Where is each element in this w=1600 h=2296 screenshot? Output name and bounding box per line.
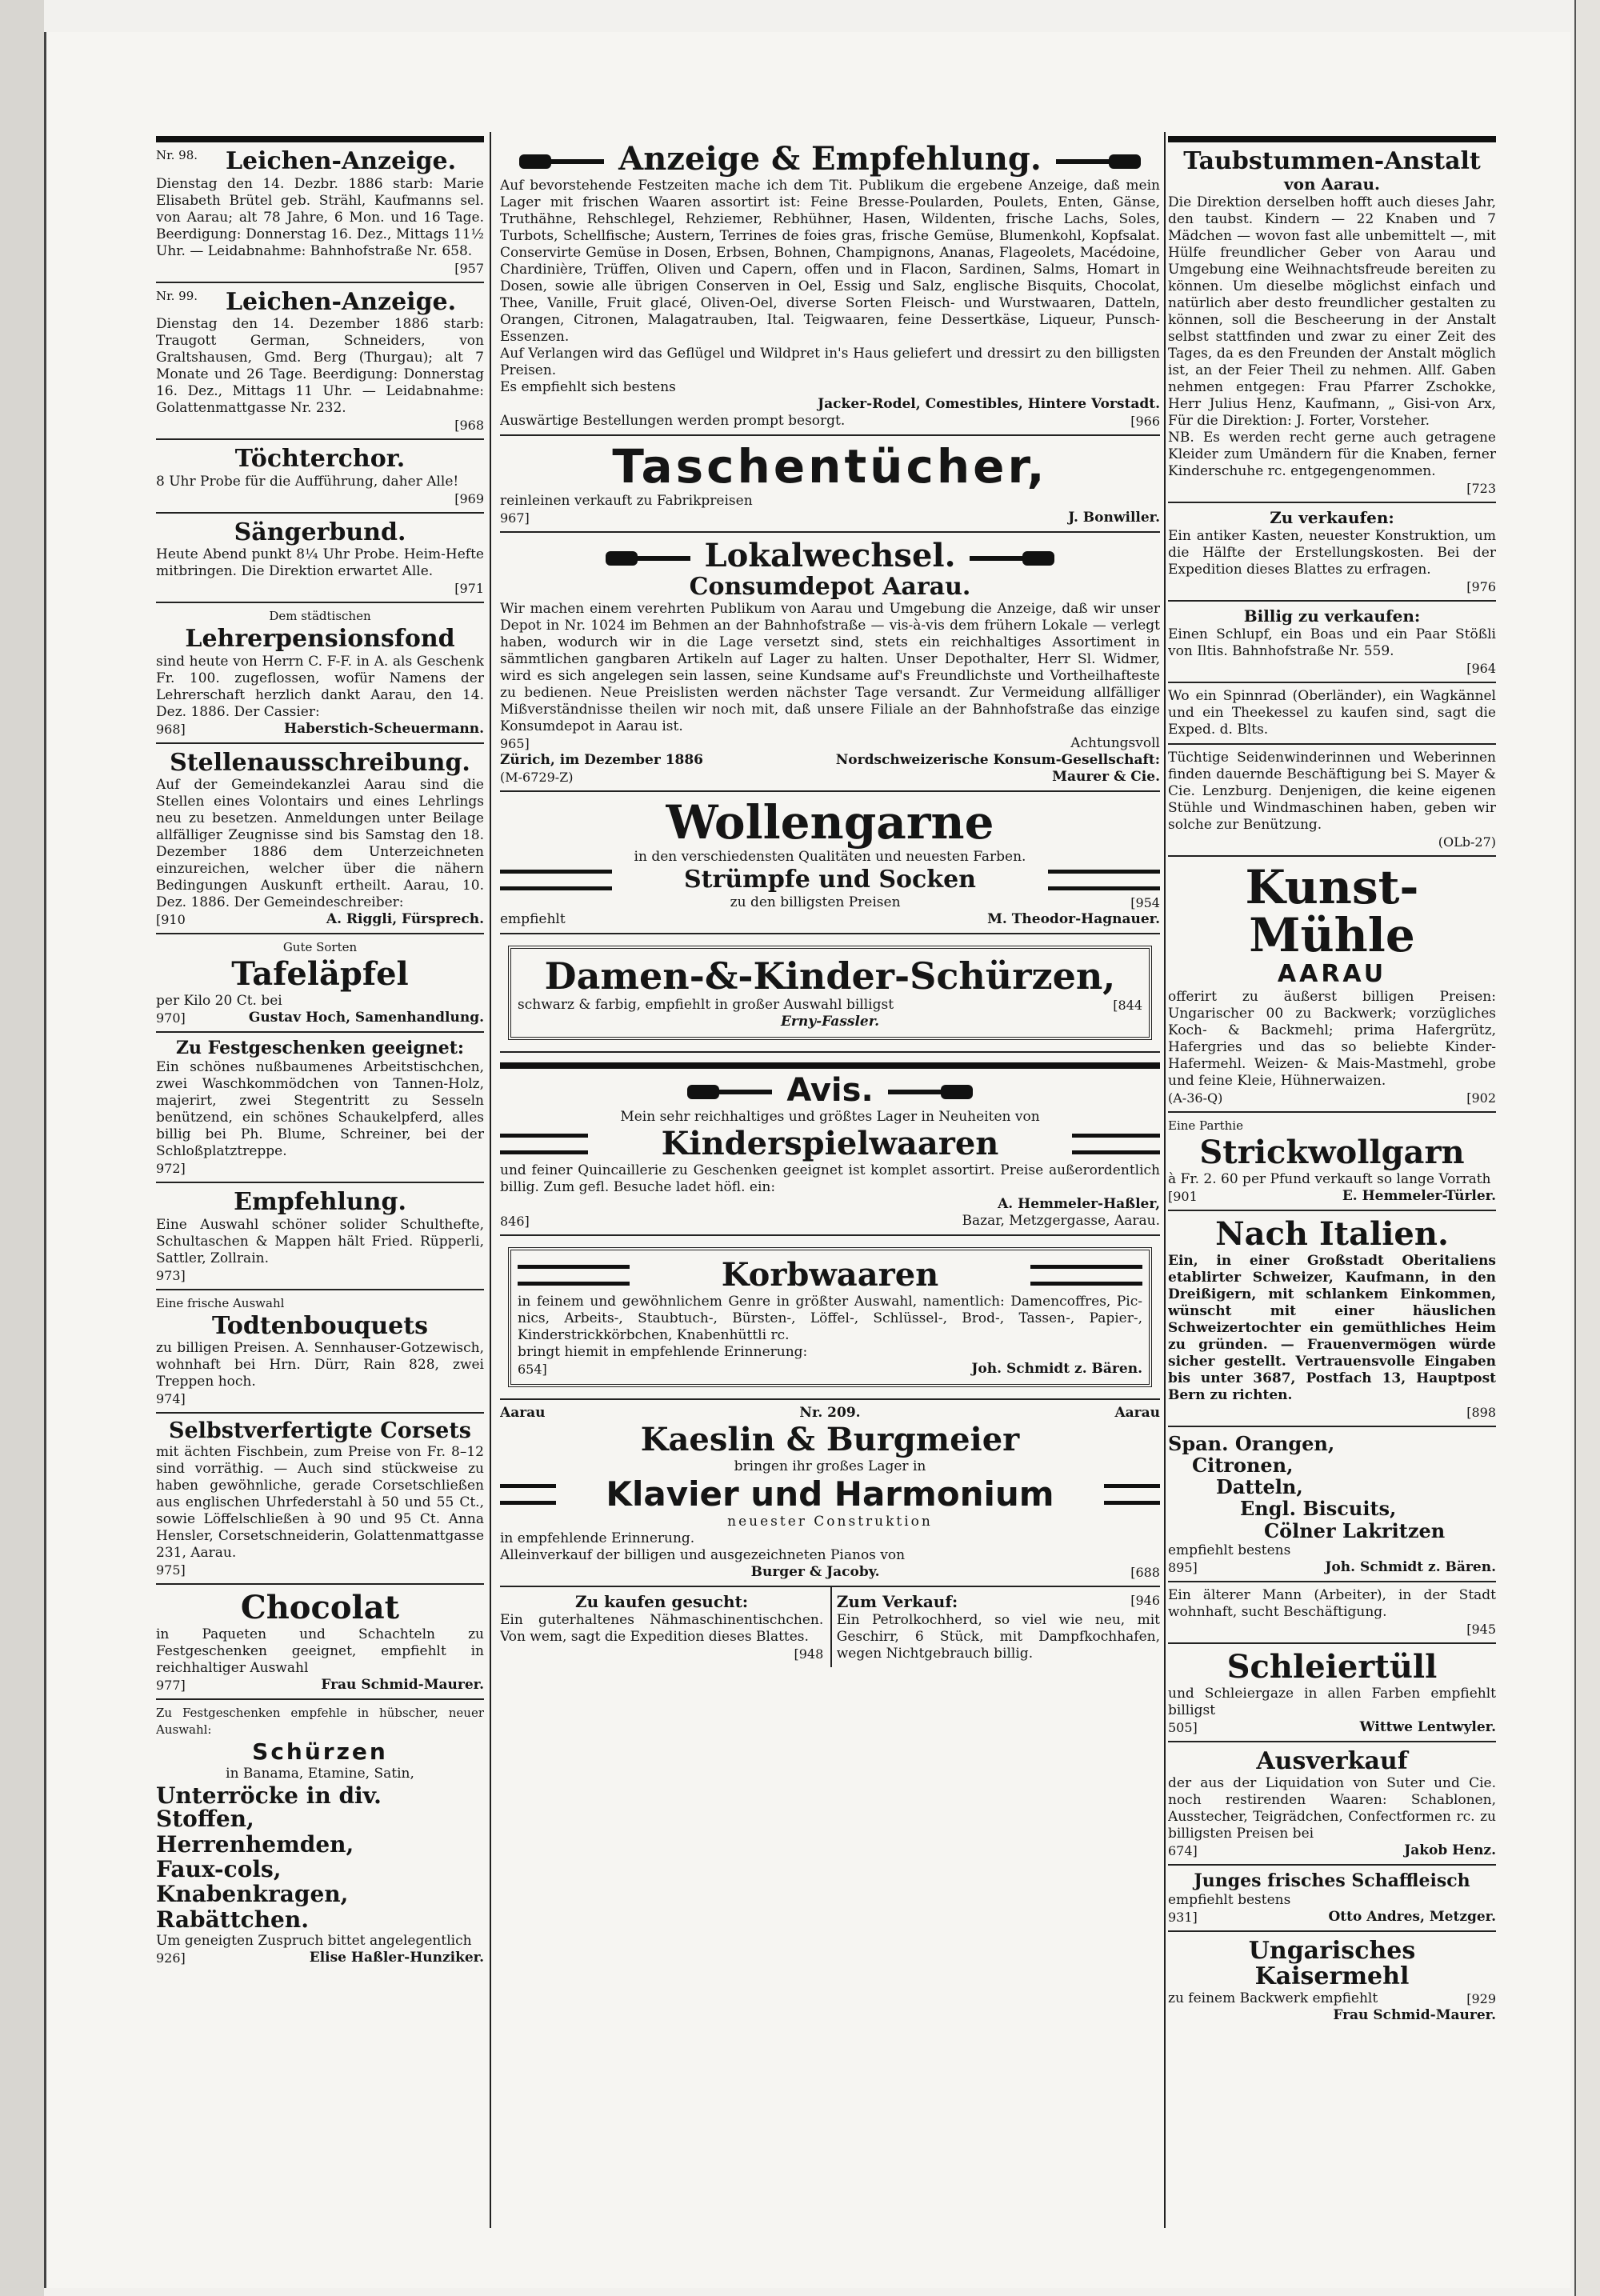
ad-taschentuecher [500,436,1160,533]
ad-empfehlung [156,1183,484,1290]
pointing-hand-icon [885,1082,973,1102]
ad-zum-verkauf [830,1587,1160,1667]
ad-body: per Kilo 20 Ct. bei [156,993,282,1009]
ad-signature: Haberstich-Scheuermann. [284,720,484,737]
ad-title: Korbwaaren [721,1256,939,1294]
ad-body-2: Auf Verlangen wird das Geflügel und Wildpret in's Haus geliefert und dressirt zu den billigsten Preisen. [500,346,1160,378]
ad-ref: 977] [156,1678,186,1694]
ad-ref: 965] [500,736,530,752]
ad-body: und feiner Quincaillerie zu Geschenken geeignet ist komplet assortirt. Preise außerordentlich billig. Zum gefl. Besuche ladet höfl. ein: [500,1162,1160,1196]
ad-ref: 968] [156,721,186,737]
ad-title: Töchterchor. [234,445,406,473]
ad-pre: Eine frische Auswahl [156,1295,285,1310]
ad-number: Nr. 209. [799,1405,861,1422]
ad-body: Ein, in einer Großstadt Oberitaliens etablirter Schweizer, Kaufmann, in den Dreißigern, mit schlankem Einkommen, wünscht mit einer häuslichen Schweizertochter ein gemüthliches Heim zu gründen. — Frauenvermögen würde sicher gestellt. Vertrauensvolle Eingaben bis unter 3687, Postfach 13, Hauptpost Bern zu richten. [1168,1252,1496,1403]
ad-list-item: Herrenhemden, [156,1830,354,1858]
ad-body: Eine Auswahl schöner solider Schulthefte, Schultaschen & Mappen hält Fried. Rüpperli, Sattler, Zollrain. [156,1216,484,1266]
ad-number: Nr. 98. [156,148,198,162]
ad-title: Strickwollgarn [1199,1133,1465,1171]
ad-signature: Wittwe Lentwyler. [1359,1718,1496,1735]
ad-subtitle-2: neuester Construktion [727,1514,933,1530]
ad-title: Leichen-Anzeige. [225,147,457,175]
ad-signature: Gustav Hoch, Samenhandlung. [248,1010,484,1026]
ad-death-notice-99 [156,283,484,441]
ad-ref: 654] [518,1362,547,1378]
ad-spinnrad [1168,683,1496,745]
ad-wollengarne [500,792,1160,934]
ad-body: Tüchtige Seidenwinderinnen und Weberinnen finden dauernde Beschäftigung bei S. Mayer & Cie. Lenzburg. Denjenigen, die keine eigenen Stühle und Windmaschinen haben, geben wir solche zur Benützung. [1168,749,1496,833]
ad-body: und Schleiergaze in allen Farben empfiehlt billigst [1168,1685,1496,1718]
ad-left: Aarau [500,1405,546,1422]
ad-title: Avis. [786,1072,874,1110]
ad-footer: Auswärtige Bestellungen werden prompt besorgt. [500,413,846,429]
ad-ref: 931] [1168,1910,1198,1926]
ad-kaisermehl [1168,1932,1496,2029]
ad-ref: 974] [156,1391,186,1407]
ad-ref: (OLb-27) [1438,834,1496,850]
ad-ref: [844 [1113,998,1142,1014]
ad-ref: [948 [794,1646,824,1662]
ad-body: in empfehlende Erinnerung. [500,1530,695,1547]
ad-ref: [945 [1466,1621,1496,1637]
ad-title: Zu Festgeschenken geeignet: [175,1038,465,1058]
ad-ref: 973] [156,1267,186,1283]
ad-signature: E. Hemmeler-Türler. [1342,1187,1496,1204]
ad-ref: [688 [1130,1565,1160,1581]
ad-title: Empfehlung. [234,1188,406,1217]
ad-code: (A-36-Q) [1168,1090,1223,1106]
ad-stellenausschreibung [156,744,484,935]
ad-seidenwinderinnen [1168,745,1496,857]
ad-body: Ein antiker Kasten, neuester Konstruktion, um die Hälfte der Erstellungskosten. Bei der Expedition dieses Blattes zu erfragen. [1168,527,1496,578]
ad-signature: J. Bonwiller. [1068,509,1160,526]
ad-subtitle: von Aarau. [1284,174,1380,194]
ad-ref: 505] [1168,1719,1198,1735]
ad-title: Zu verkaufen: [1270,507,1394,527]
ad-title: Kunst-Mühle [1245,859,1419,963]
ad-aelterer-mann [1168,1582,1496,1644]
ad-left: empfiehlt [500,910,566,927]
ad-title: Lehrerpensionsfond [185,625,455,653]
ad-signature: M. Theodor-Hagnauer. [987,910,1160,927]
pointing-hand-icon [687,1082,775,1102]
ad-title: Taschentücher, [612,439,1048,494]
ad-title: Leichen-Anzeige. [225,287,457,316]
ad-subtitle: Consumdepot Aarau. [689,572,971,601]
ad-body: Auf bevorstehende Festzeiten mache ich dem Tit. Publikum die ergebene Anzeige, daß mein Lager mit frischen Waaren assortirt ist: Feine Bresse-Poularden, Poulets, Enten, Gänse, Truthähne, Rehschlegel, Rehziemer, Rebhühner, Hasen, Wildenten, frische Lachs, Soles, Turbots, Schellfische; Austern, Terrines de foies gras, frische Gemüse, Blumenkohl, Kopfsalat. Conservirte Gemüse in Dosen, Erbsen, Bohnen, Champignons, Ananas, Flageolets, Macédoine, Chardinière, Trüffen, Oliven und Capern, offen und in Flacon, Sardinen, Salms, Homart in Dosen, sowie alle übrigen Conserven in Oel, Essig und Salz, englische Bisquits, Chocolat, Thee, Vanille, Fruit glacé, Oliven-Oel, diverse Sorten Fleisch- und Wurstwaaren, Datteln, Orangen, Citronen, Malagatrauben, Ital. Teigwaaren, feine Dessertkäse, Liqueur, Punsch-Essenzen. [500,178,1160,345]
ad-body: in Paqueten und Schachteln zu Festgeschenken geeignet, empfiehlt in reichhaltiger Auswahl [156,1626,484,1677]
ad-title: Billig zu verkaufen: [1243,606,1421,626]
ad-title: Anzeige & Empfehlung. [618,140,1042,178]
ad-body: Ein Petrolkochherd, so viel wie neu, mit Geschirr, 6 Stück, mit Dampfkochhafen, wegen Nichtgebrauch billig. [836,1612,1160,1662]
ad-body: offerirt zu äußerst billigen Preisen: Ungarischer 00 zu Backwerk; vorzügliches Koch- & Backmehl; prima Hafergrütz, Hafergries und das so beliebte Kinder-Hafermehl. Weizen- & Mais-Mastmehl, grobe und feine Kleie, Hühnerwaizen. [1168,988,1496,1089]
column-rule-1 [490,132,491,2228]
ad-ausverkauf [1168,1742,1496,1866]
ad-lokalwechsel [500,533,1160,793]
ad-signature: Elise Haßler-Hunziker. [309,1950,484,1966]
ad-list-item: Faux-cols, [156,1856,282,1882]
ad-body-3: Es empfiehlt sich bestens [500,379,676,395]
ad-title: Zu kaufen gesucht: [575,1592,749,1612]
ornament-stripes [500,870,612,890]
column-1 [156,136,484,1971]
ad-signature: Jacker-Rodel, Comestibles, Hintere Vorstadt. [818,396,1160,412]
ad-code: (M-6729-Z) [500,770,574,786]
ad-signature: Nordschweizerische Konsum-Gesellschaft: [835,752,1160,769]
ad-ref: 975] [156,1562,186,1578]
ad-body: sind heute von Herrn C. F-F. in A. als Geschenk Fr. 100. zugeflossen, wofür Namens der Lehrerschaft herzlich dankt Aarau, den 14. Dez. 1886. Der Cassier: [156,653,484,720]
ad-body: reinleinen verkauft zu Fabrikpreisen [500,492,753,509]
ad-body: à Fr. 2. 60 per Pfund verkauft so lange Vorrath [1168,1170,1491,1187]
ad-ref: [954 [1130,894,1160,910]
ad-ref: [968 [454,418,484,433]
pointing-hand-icon [1053,151,1141,172]
ad-todtenbouquets [156,1290,484,1414]
book-spine [0,0,44,2296]
ad-title: Taubstummen-Anstalt [1183,147,1481,175]
ad-title: Chocolat [240,1589,400,1627]
column-3 [1168,136,1496,2029]
ad-schuerzen-hassler [156,1700,484,1971]
ornament-stripes [1072,1134,1160,1154]
ad-title: Nach Italien. [1215,1214,1449,1253]
ad-list-item: Cölner Lakritzen [1264,1518,1446,1542]
ad-damen-kinder-schuerzen [500,934,1160,1053]
ad-title: Wollengarne [666,795,994,850]
ad-ref: [957 [454,260,484,276]
ad-ref: [929 [1466,1991,1496,2007]
ad-ref: 674] [1168,1843,1198,1859]
ad-list-item: Engl. Biscuits, [1240,1497,1397,1521]
ad-title: Ausverkauf [1256,1746,1408,1775]
ad-body: Dienstag den 14. Dezbr. 1886 starb: Marie Elisabeth Brütel geb. Strähl, Kaufmanns sel. von Aarau; alt 78 Jahre, 6 Mon. und 16 Tage. Beerdigung: Donnerstag 16. Dez., Mittags 11½ Uhr. — Leidabnahme: Bahnhofstraße Nr. 658. [156,175,484,259]
ad-korbwaaren [500,1236,1160,1400]
ad-pre: Dem städtischen [269,609,371,623]
ad-ref: 970] [156,1010,186,1026]
ad-strickwollgarn [1168,1113,1496,1211]
pointing-hand-icon [606,548,694,569]
ad-body: Dienstag den 14. Dezember 1886 starb: Traugott German, Schneiders, von Graltshausen, Gmd. Berg (Thurgau); alt 7 Monate und 26 Tage. Beerdigung: Donnerstag 16. Dez., Mittags 11 Uhr. — Leidabnahme: Golattenmattgasse Nr. 232. [156,316,484,416]
ad-title: Zum Verkauf: [836,1592,958,1612]
ad-subtitle: AARAU [1277,960,1387,989]
ad-subtitle: bringen ihr großes Lager in [734,1458,926,1475]
ad-list-item: Citronen, [1192,1453,1294,1477]
ad-death-notice-98 [156,136,484,283]
ad-ref: [976 [1466,578,1496,594]
ornament-stripes [1030,1265,1142,1286]
ad-pair-bottom [500,1587,1160,1667]
ad-title: Junges frisches Schaffleisch [1194,1870,1470,1892]
ad-ref: [910 [156,912,186,927]
ad-body: 8 Uhr Probe für die Aufführung, daher Alle! [156,473,459,490]
ornament-stripes [500,1134,588,1154]
ad-billig-verkaufen [1168,602,1496,683]
ad-pre: Gute Sorten [282,940,358,954]
ad-ref: [898 [1466,1404,1496,1420]
ad-orangen-citronen [1168,1427,1496,1582]
ad-ref: 926] [156,1950,186,1966]
ad-list-item: Knabenkragen, [156,1881,349,1908]
ad-body: der aus der Liquidation von Suter und Cie. noch restirenden Waaren: Schablonen, Ausstecher, Teigrädchen, Confectformen rc. zu billigsten Preisen bei [1168,1775,1496,1842]
ad-ref: [966 [1130,414,1160,429]
ad-body: in Banama, Etamine, Satin, [226,1765,414,1782]
ad-body: mit ächten Fischbein, zum Preise von Fr. 8–12 sind vorräthig. — Auch sind stückweise zu haben gewöhnliche, gerade Corsetschließen aus englischen Uhrfederstahl à 50 und 55 Ct., sowie Löffelschließen à 90 und 95 Ct. Anna Hensler, Corsetschneiderin, Golattenmattgasse 231, Aarau. [156,1444,484,1562]
ad-signature: Joh. Schmidt z. Bären. [971,1361,1142,1378]
ad-body: Die Direktion derselben hofft auch dieses Jahr, den taubst. Kindern — 22 Knaben und 7 Mädchen — wovon fast alle unbemittelt —, mit Hülfe freundlicher Geber von Aarau und Umgebung eine Weihnachtsfreude bereiten zu können. Um dieselbe möglichst einfach und natürlich aber desto freundlicher gestalten zu können, soll die Bescheerung in der Anstalt selbst stattfinden und zwar zu einer Zeit des Tages, da es den Freunden der Anstalt möglich ist, an der Feier Theil zu nehmen. Allf. Gaben nehmen entgegen: Frau Pfarrer Zschokke, Herr Julius Henz, Kaufmann, „ Gisi-von Arx, Für die Direktion: J. Forter, Vorsteher. [1168,194,1496,429]
ad-list-item: Rabättchen. [156,1906,309,1933]
ad-title: Kaeslin & Burgmeier [640,1421,1020,1459]
column-rule-2 [1164,132,1166,2228]
ad-signature: Otto Andres, Metzger. [1328,1909,1496,1926]
ad-title-row [500,142,1160,176]
ad-saengerbund [156,514,484,604]
ad-title-row [500,536,1160,574]
ad-note: NB. Es werden recht gerne auch getragene Kleider zum Umändern für die Knaben, ferner Kinderschuhe rc. entgegengenommen. [1168,429,1496,479]
ad-title: Lokalwechsel. [704,536,956,574]
ad-signature-2: Maurer & Cie. [1052,769,1160,786]
ad-title: Selbstverfertigte Corsets [168,1418,472,1444]
ad-title-row [500,1072,1160,1110]
ad-ref: [901 [1168,1188,1198,1204]
ad-subtitle: in den verschiedensten Qualitäten und neuesten Farben. [634,849,1026,866]
ad-avis [500,1053,1160,1236]
ad-title: Sängerbund. [234,518,406,546]
ad-title: Todtenbouquets [211,1311,429,1340]
ad-signature: Frau Schmid-Maurer. [321,1677,484,1694]
ad-intro: Mein sehr reichhaltiges und größtes Lager in Neuheiten von [620,1109,1040,1126]
ad-signature: A. Riggli, Fürsprech. [326,911,484,927]
ornament-stripes [1104,1484,1160,1505]
ad-title: Stellenausschreibung. [170,748,470,777]
ad-body: Wo ein Spinnrad (Oberländer), ein Wagkännel und ein Theekessel zu kaufen sind, sagt die Exped. d. Blts. [1168,687,1496,738]
ad-tail: Um geneigten Zuspruch bittet angelegentlich [156,1933,472,1950]
ad-festgeschenke [156,1033,484,1183]
ad-body: Auf der Gemeindekanzlei Aarau sind die Stellen eines Volontairs und eines Lehrlings neu zu besetzen. Anmeldungen unter Beilage allfälliger Zeugnisse sind bis Samstag den 18. Dezember 1886 dem Unterzeichneten einzureichen, welcher über die nähern Bedingungen Auskunft ertheilt. Aarau, 10. Dez. 1886. Der Gemeindeschreiber: [156,777,484,910]
ad-body: schwarz & farbig, empfiehlt in großer Auswahl billigst [518,997,894,1014]
ad-list-item: Span. Orangen, [1168,1431,1335,1455]
ad-taubstummen-anstalt [1168,136,1496,503]
ad-title: Damen-&-Kinder-Schürzen, [544,954,1116,998]
ad-list-item: Unterröcke in div. Stoffen, [156,1782,382,1833]
ad-greeting: Achtungsvoll [1070,735,1160,752]
ad-signature: Joh. Schmidt z. Bären. [1325,1558,1496,1575]
ornament-stripes [1048,870,1160,890]
ad-list-item: Datteln, [1216,1475,1303,1499]
ad-kunst-muehle [1168,857,1496,1113]
ad-body-2: bringt hiemit in empfehlende Erinnerung: [518,1344,808,1361]
ad-ref: 846] [500,1214,530,1230]
ad-place: Zürich, im Dezember 1886 [500,752,704,769]
ad-title: Schürzen [252,1738,388,1766]
ad-body: Ein schönes nußbaumenes Arbeitstischchen, zwei Waschkommödchen von Tannen-Holz, majerirt, zwei Stegentritt zu Sesseln benützend, ein schönes Schaukelpferd, alles billig bei Ph. Blume, Schreiner, bei der Schloßplatztreppe. [156,1059,484,1160]
ad-title-2: Strümpfe und Socken [684,866,976,894]
ad-subtitle-2: zu den billigsten Preisen [730,894,901,910]
ad-signature: Erny-Fassler. [780,1014,880,1030]
column-2 [500,136,1160,1667]
ad-ref: [946 [1130,1593,1160,1609]
ad-signature: Jakob Henz. [1404,1842,1496,1859]
ad-ref: 895] [1168,1559,1198,1575]
ad-corsets [156,1414,484,1585]
ad-schleiertuell [1168,1644,1496,1742]
ad-ref: [969 [454,490,484,506]
ornamental-frame [508,946,1152,1040]
ad-body: Wir machen einem verehrten Publikum von Aarau und Umgebung die Anzeige, daß wir unser Depot in Nr. 1024 im Behmen an der Bahnhofstraße — vis-à-vis dem frühern Lokale — verlegt haben, wodurch wir in die Lage versetzt sind, stets ein reichhaltiges Assortiment in sämmtlichen gangbaren Artikeln auf Lager zu halten. Unser Depothalter, Herr Sl. Widmer, wird es sich angelegen sein lassen, seine Kundsame auf's Freundlichste und Vortheilhafteste zu bedienen. Neue Preislisten werden nächster Tage versandt. Zur Vermeidung allfälliger Mißverständnisse theilen wir noch mit, daß unsere Filiale an der Bahnhofstraße das einzige Konsumdepot in Aarau ist. [500,601,1160,735]
ad-signature: Burger & Jacoby. [750,1564,880,1581]
ad-chocolat [156,1585,484,1700]
ornamental-frame [508,1247,1152,1387]
ad-antiker-kasten [1168,503,1496,602]
ad-schaffleisch [1168,1866,1496,1932]
ad-klavier-harmonium [500,1400,1160,1587]
ad-tafelaepfel [156,934,484,1033]
pointing-hand-icon [519,151,607,172]
ad-body: Einen Schlupf, ein Boas und ein Paar Stößli von Iltis. Bahnhofstraße Nr. 559. [1168,626,1496,659]
ad-body: empfiehlt bestens [1168,1542,1291,1558]
ornament-stripes [500,1484,556,1505]
ad-body: Ein älterer Mann (Arbeiter), in der Stadt wohnhaft, sucht Beschäftigung. [1168,1586,1496,1620]
ad-body: zu billigen Preisen. A. Sennhauser-Gotzewisch, wohnhaft bei Hrn. Dürr, Rain 828, zwei Treppen hoch. [156,1340,484,1390]
ad-ref: [964 [1466,660,1496,676]
ad-title: Tafeläpfel [231,955,409,993]
ad-title: Ungarisches Kaisermehl [1248,1937,1416,1990]
ad-lehrerpensionsfond [156,603,484,744]
ad-body: Heute Abend punkt 8¼ Uhr Probe. Heim-Hefte mitbringen. Die Direktion erwartet Alle. [156,546,484,579]
ad-ref: 972] [156,1161,186,1177]
ad-body: in feinem und gewöhnlichem Genre in größter Auswahl, namentlich: Damencoffres, Pic-nics, Arbeits-, Staubtuch-, Bürsten-, Löffel-, Schlüssel-, Brod-, Tassen-, Papier-, Kinderstrickkörbchen, Knabenhüttli rc. [518,1294,1142,1344]
ad-body-2: Alleinverkauf der billigen und ausgezeichneten Pianos von [500,1547,906,1564]
ad-ref: [902 [1466,1090,1496,1106]
bold-rule [500,1062,1160,1069]
ornament-stripes [518,1265,630,1286]
ad-title-2: Klavier und Harmonium [606,1474,1054,1514]
ad-signature: Frau Schmid-Maurer. [1333,2007,1496,2024]
facing-page-edge [1574,0,1600,2296]
pointing-hand-icon [966,548,1054,569]
ad-body: Ein guterhaltenes Nähmaschinentischchen. Von wem, sagt die Expedition dieses Blattes. [500,1612,824,1646]
ad-zu-kaufen-gesucht [500,1587,823,1667]
ad-ref: [971 [454,581,484,596]
ad-anzeige-empfehlung [500,136,1160,436]
ad-ref: 967] [500,510,530,526]
ad-address: Bazar, Metzgergasse, Aarau. [962,1213,1160,1230]
ad-toechterchor [156,440,484,514]
ad-signature: A. Hemmeler-Haßler, [998,1196,1160,1213]
ad-title: Schleiertüll [1226,1647,1438,1686]
ad-pre: Eine Parthie [1168,1118,1243,1133]
ad-title-2: Kinderspielwaaren [661,1125,999,1163]
ad-right: Aarau [1114,1405,1160,1422]
ad-ref: [723 [1466,480,1496,496]
ad-pre: Zu Festgeschenken empfehle in hübscher, neuer Auswahl: [156,1706,484,1738]
ad-body: zu feinem Backwerk empfiehlt [1168,1990,1378,2007]
ad-nach-italien [1168,1211,1496,1427]
ad-number: Nr. 99. [156,288,198,303]
ad-body: empfiehlt bestens [1168,1892,1291,1909]
